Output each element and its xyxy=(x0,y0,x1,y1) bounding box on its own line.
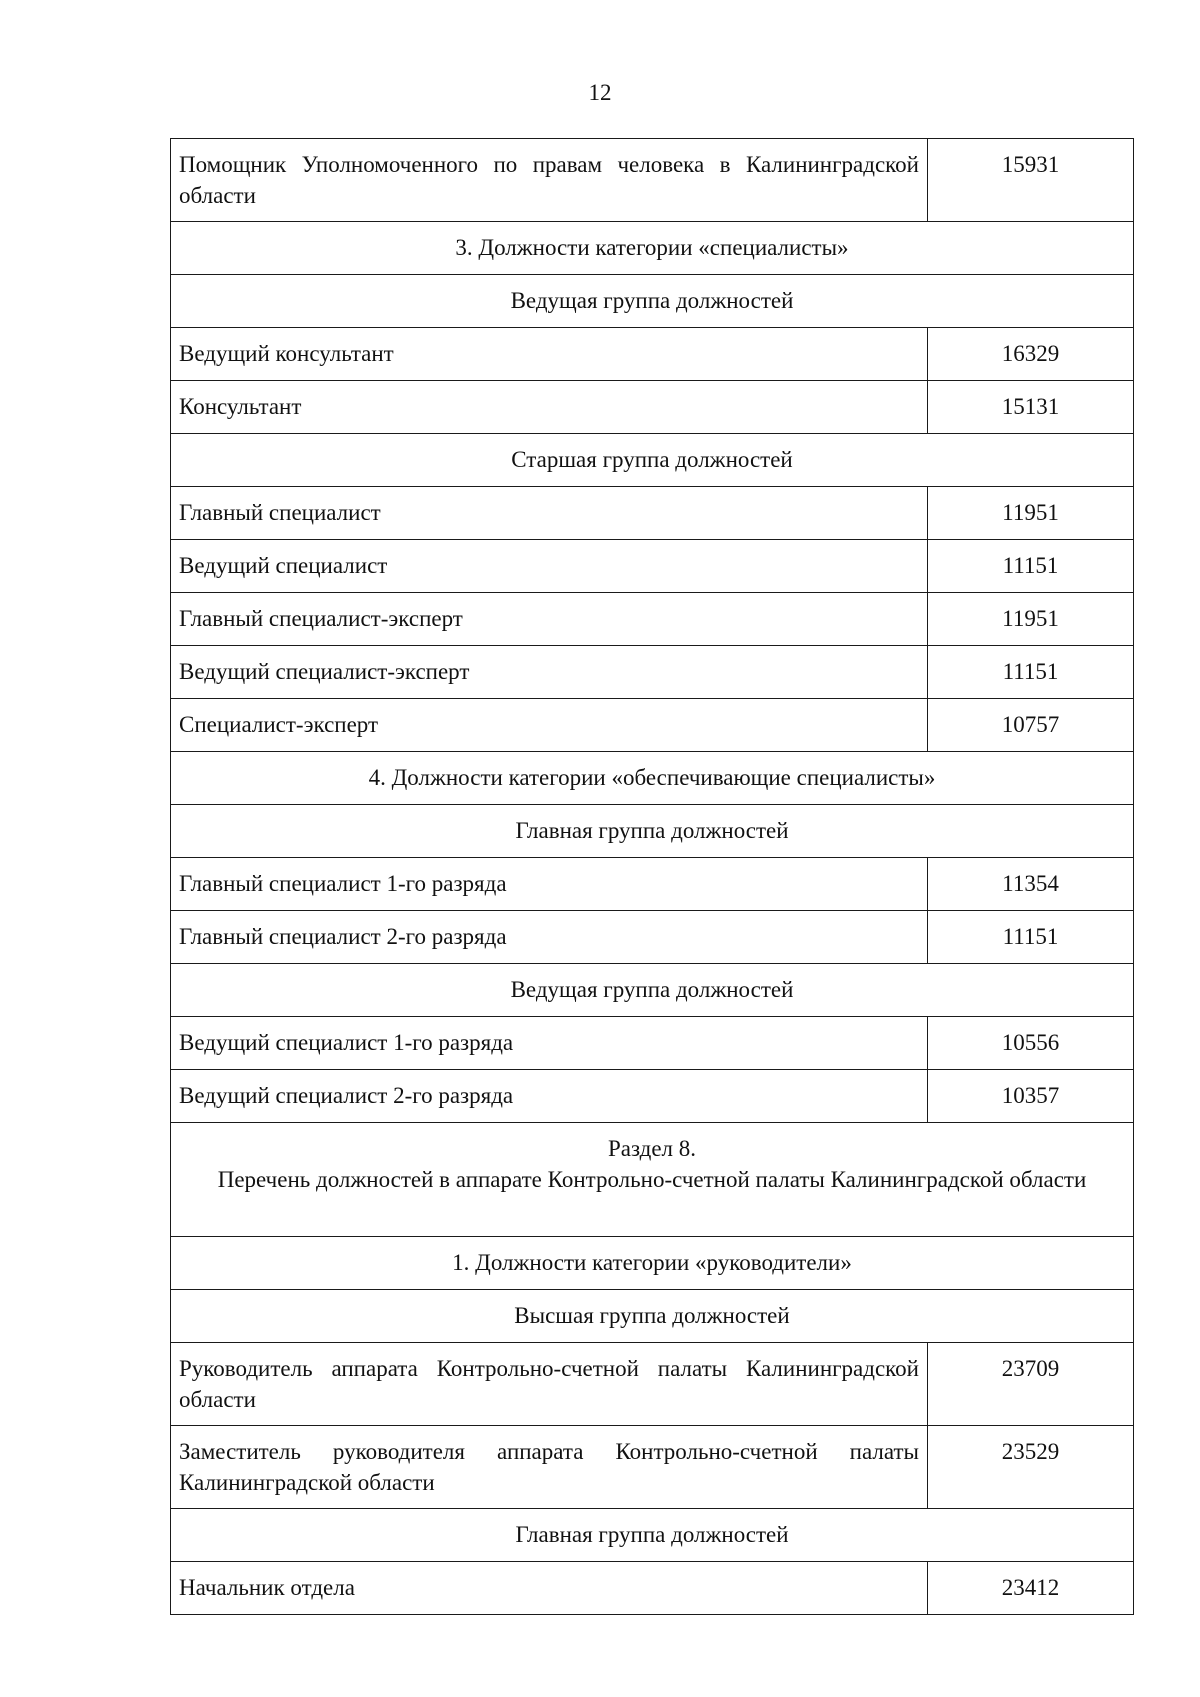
position-name: Заместитель руководителя аппарата Контрольно-счетной палаты Калининградской области xyxy=(171,1426,928,1509)
group-heading-row xyxy=(171,805,1134,858)
group-heading: 4. Должности категории «обеспечивающие специалисты» xyxy=(171,752,1134,805)
salary-value: 23529 xyxy=(928,1426,1134,1509)
position-name: Главный специалист xyxy=(171,487,928,540)
section-subtitle: Перечень должностей в аппарате Контрольно-счетной палаты Калининградской области xyxy=(217,1167,1087,1192)
salary-value: 23709 xyxy=(928,1343,1134,1426)
position-name: Специалист-эксперт xyxy=(171,699,928,752)
position-name: Руководитель аппарата Контрольно-счетной палаты Калининградской области xyxy=(171,1343,928,1426)
position-name: Главный специалист-эксперт xyxy=(171,593,928,646)
table-row xyxy=(171,487,1134,540)
group-heading-row xyxy=(171,964,1134,1017)
table-row xyxy=(171,593,1134,646)
table-row xyxy=(171,540,1134,593)
group-heading: 1. Должности категории «руководители» xyxy=(171,1237,1134,1290)
section-heading xyxy=(171,1123,1134,1237)
table-row xyxy=(171,328,1134,381)
group-heading-row xyxy=(171,1237,1134,1290)
table-row xyxy=(171,1070,1134,1123)
group-heading-row xyxy=(171,222,1134,275)
table-row xyxy=(171,911,1134,964)
position-name: Ведущий специалист xyxy=(171,540,928,593)
salary-value: 10757 xyxy=(928,699,1134,752)
position-name: Консультант xyxy=(171,381,928,434)
position-name: Главный специалист 1-го разряда xyxy=(171,858,928,911)
salary-value: 11951 xyxy=(928,487,1134,540)
table-row xyxy=(171,1017,1134,1070)
position-name: Главный специалист 2-го разряда xyxy=(171,911,928,964)
position-name: Ведущий консультант xyxy=(171,328,928,381)
group-heading: 3. Должности категории «специалисты» xyxy=(171,222,1134,275)
table-row xyxy=(171,1343,1134,1426)
group-heading: Старшая группа должностей xyxy=(171,434,1134,487)
group-heading-row xyxy=(171,434,1134,487)
position-name: Ведущий специалист 2-го разряда xyxy=(171,1070,928,1123)
group-heading: Главная группа должностей xyxy=(171,805,1134,858)
position-name: Ведущий специалист-эксперт xyxy=(171,646,928,699)
salary-value: 15131 xyxy=(928,381,1134,434)
table-row xyxy=(171,646,1134,699)
table-row xyxy=(171,858,1134,911)
group-heading-row xyxy=(171,1290,1134,1343)
position-name: Помощник Уполномоченного по правам человека в Калининградской области xyxy=(171,139,928,222)
table-row xyxy=(171,1562,1134,1615)
table-row xyxy=(171,139,1134,222)
positions-salary-table xyxy=(170,138,1134,1615)
salary-value: 10556 xyxy=(928,1017,1134,1070)
group-heading: Главная группа должностей xyxy=(171,1509,1134,1562)
section-heading-row xyxy=(171,1123,1134,1237)
group-heading-row xyxy=(171,275,1134,328)
group-heading: Ведущая группа должностей xyxy=(171,275,1134,328)
salary-value: 11151 xyxy=(928,540,1134,593)
salary-value: 11951 xyxy=(928,593,1134,646)
group-heading: Высшая группа должностей xyxy=(171,1290,1134,1343)
salary-value: 11151 xyxy=(928,646,1134,699)
group-heading: Ведущая группа должностей xyxy=(171,964,1134,1017)
position-name: Ведущий специалист 1-го разряда xyxy=(171,1017,928,1070)
table-body xyxy=(171,139,1134,1615)
salary-value: 11151 xyxy=(928,911,1134,964)
table-row xyxy=(171,1426,1134,1509)
page-number: 12 xyxy=(588,80,612,105)
table-row xyxy=(171,381,1134,434)
salary-value: 11354 xyxy=(928,858,1134,911)
table-row xyxy=(171,699,1134,752)
salary-value: 23412 xyxy=(928,1562,1134,1615)
salary-value: 15931 xyxy=(928,139,1134,222)
group-heading-row xyxy=(171,1509,1134,1562)
salary-value: 10357 xyxy=(928,1070,1134,1123)
position-name: Начальник отдела xyxy=(171,1562,928,1615)
salary-value: 16329 xyxy=(928,328,1134,381)
group-heading-row xyxy=(171,752,1134,805)
section-title: Раздел 8. xyxy=(607,1136,697,1161)
